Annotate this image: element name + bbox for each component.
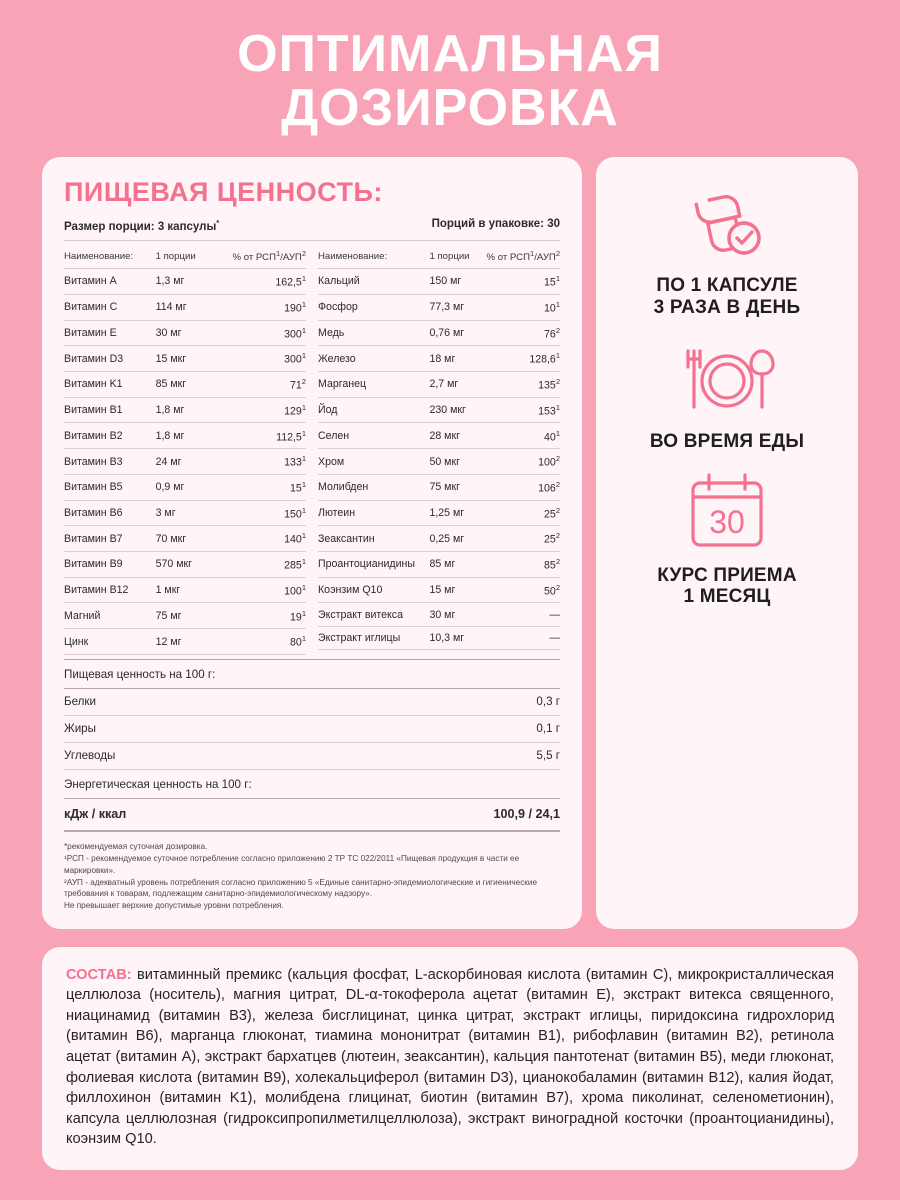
- nutrient-name: Витамин B12: [64, 577, 156, 603]
- table-row: [318, 346, 560, 372]
- nutrient-percent: $133^1$: [209, 449, 306, 475]
- nutrient-amount: 0,76 мг: [429, 320, 475, 346]
- serving-size-mark: *: [216, 218, 220, 228]
- plate-cutlery-icon: [650, 335, 804, 423]
- table-row: [64, 423, 306, 449]
- nutrient-name: Магний: [64, 603, 156, 629]
- nutrient-percent: 162,5$^1$: [209, 269, 306, 295]
- table-row: [318, 526, 560, 552]
- table-row: [318, 474, 560, 500]
- macro-name: Жиры: [64, 715, 404, 742]
- nutrient-name: Витамин D3: [64, 346, 156, 372]
- nutrition-facts-card: [42, 157, 582, 929]
- nutrient-amount: 114 мг: [156, 294, 209, 320]
- usage-block-course: [657, 469, 797, 609]
- macro-value: 5,5 г: [404, 742, 560, 769]
- energy-label: кДж / ккал: [64, 806, 127, 821]
- macro-table: [64, 689, 560, 770]
- nutrient-name: Цинк: [64, 629, 156, 655]
- table-row: [318, 397, 560, 423]
- nutrient-name: Витамин B3: [64, 449, 156, 475]
- nutrient-percent: $85^2$: [476, 552, 560, 578]
- macro-value: 0,1 г: [404, 715, 560, 742]
- nutrient-amount: 18 мг: [429, 346, 475, 372]
- nutrient-amount: 0,9 мг: [156, 474, 209, 500]
- table-row: [64, 320, 306, 346]
- nutrient-column-right: [318, 243, 560, 655]
- nutrient-name: Витамин B5: [64, 474, 156, 500]
- nutrient-amount: 12 мг: [156, 629, 209, 655]
- nutrient-percent: $25^2$: [476, 500, 560, 526]
- footnote: ¹РСП - рекомендуемое суточное потребление согласно приложению 2 ТР ТС 022/2011 «Пищевая продукция в части ее маркировки».: [64, 854, 520, 875]
- capsule-check-icon: [654, 179, 801, 267]
- composition-body: витаминный премикс (кальция фосфат, L-аскорбиновая кислота (витамин C), микрокристаллическая целлюлоза (носитель), магния цитрат, DL-α-токоферола ацетат (витамин E), экстракт витекса священного, ниацинамид (витамин B3), железа бисглицинат, цинка цитрат, экстракт иглицы, пиридоксина гидрохлорид (витамин B6), марганца глюконат, тиамина мононитрат (витамин B1), рибофлавин (витамин B2), ретинола ацетат (витамин A), экстракт бархатцев (лютеин, зеаксантин), кальция пантотенат (витамин B5), меди глюконат, фолиевая кислота (витамин B9), холекальциферол (витамин D3), цианокобаламин (витамин B12), калия йодат, филлохинон (витамин K1), молибдена глицинат, биотин (витамин B7), хрома пиколинат, селенометионин), капсула целлюлозная (гидроксипропилметилцеллюлоза), экстракт виноградной косточки (проантоцианидины), коэнзим Q10.: [66, 966, 834, 1148]
- composition-card: [42, 947, 858, 1170]
- nutrient-percent: $15^1$: [476, 269, 560, 295]
- nutrient-name: Хром: [318, 449, 429, 475]
- nutrient-amount: 1,8 мг: [156, 397, 209, 423]
- table-row: [64, 371, 306, 397]
- nutrient-percent: $100^2$: [476, 449, 560, 475]
- footnote: *рекомендуемая суточная дозировка.: [64, 841, 208, 851]
- table-row: [64, 742, 560, 769]
- nutrition-title: ПИЩЕВАЯ ЦЕННОСТЬ:: [64, 177, 383, 208]
- macro-name: Углеводы: [64, 742, 404, 769]
- servings-per-pack: Порций в упаковке: 30: [431, 218, 560, 231]
- energy-value: 100,9 / 24,1: [493, 806, 560, 821]
- nutrient-name: Проантоцианидины: [318, 552, 429, 578]
- table-row: [318, 269, 560, 295]
- headline-line-2: ДОЗИРОВКА: [281, 78, 619, 137]
- table-row: [318, 371, 560, 397]
- nutrient-name: Кальций: [318, 269, 429, 295]
- nutrient-amount: 3 мг: [156, 500, 209, 526]
- table-row: [64, 577, 306, 603]
- table-row: [318, 423, 560, 449]
- header-percent: % от РСП$^1$/АУП$^2$: [476, 243, 560, 269]
- nutrient-name: Витамин E: [64, 320, 156, 346]
- macro-section-title: Пищевая ценность на 100 г:: [64, 659, 560, 689]
- nutrient-name: Витамин K1: [64, 371, 156, 397]
- nutrient-name: Витамин B6: [64, 500, 156, 526]
- nutrient-percent: $300^1$: [209, 320, 306, 346]
- nutrient-percent: $100^1$: [209, 577, 306, 603]
- table-row: [318, 552, 560, 578]
- usage-caption-meal: ВО ВРЕМЯ ЕДЫ: [649, 430, 805, 452]
- nutrient-percent: $25^2$: [476, 526, 560, 552]
- nutrient-columns: [64, 243, 560, 655]
- header-amount: 1 порции: [156, 243, 209, 269]
- table-header-row: [318, 243, 560, 269]
- macro-value: 0,3 г: [404, 689, 560, 716]
- table-row: [318, 449, 560, 475]
- nutrient-amount: 1 мкг: [156, 577, 209, 603]
- nutrient-amount: 1,3 мг: [156, 269, 209, 295]
- table-row: [318, 577, 560, 603]
- header-amount: 1 порции: [429, 243, 475, 269]
- table-row: [64, 294, 306, 320]
- nutrient-percent: $15^1$: [209, 474, 306, 500]
- nutrient-amount: 75 мг: [156, 603, 209, 629]
- nutrient-name: Витамин A: [64, 269, 156, 295]
- nutrient-amount: 10,3 мг: [429, 626, 475, 649]
- nutrient-name: Экстракт витекса: [318, 603, 429, 626]
- nutrient-percent: —: [476, 626, 560, 649]
- nutrient-name: Витамин B1: [64, 397, 156, 423]
- table-row: [64, 474, 306, 500]
- nutrient-amount: 24 мг: [156, 449, 209, 475]
- main-content: [0, 135, 900, 929]
- nutrient-percent: $190^1$: [209, 294, 306, 320]
- table-row: [318, 500, 560, 526]
- nutrient-amount: 0,25 мг: [429, 526, 475, 552]
- nutrient-name: Витамин C: [64, 294, 156, 320]
- calendar-30-icon: [657, 469, 797, 557]
- nutrient-amount: 1,8 мг: [156, 423, 209, 449]
- nutrient-percent: $150^1$: [209, 500, 306, 526]
- table-row: [64, 603, 306, 629]
- nutrient-amount: 75 мкг: [429, 474, 475, 500]
- table-row: [318, 320, 560, 346]
- footnotes: [64, 841, 560, 912]
- composition-label: СОСТАВ:: [66, 966, 132, 983]
- nutrient-name: Зеаксантин: [318, 526, 429, 552]
- nutrient-name: Фосфор: [318, 294, 429, 320]
- macro-name: Белки: [64, 689, 404, 716]
- nutrient-percent: 128,6$^1$: [476, 346, 560, 372]
- header-percent: % от РСП$^1$/АУП$^2$: [209, 243, 306, 269]
- table-row: [64, 552, 306, 578]
- table-row: [318, 603, 560, 626]
- nutrient-percent: $285^1$: [209, 552, 306, 578]
- table-row: [64, 500, 306, 526]
- nutrient-name: Витамин B2: [64, 423, 156, 449]
- nutrient-amount: 150 мг: [429, 269, 475, 295]
- nutrient-amount: 15 мкг: [156, 346, 209, 372]
- nutrient-column-left: [64, 243, 306, 655]
- nutrient-amount: 570 мкг: [156, 552, 209, 578]
- nutrient-percent: $106^2$: [476, 474, 560, 500]
- nutrient-percent: $50^2$: [476, 577, 560, 603]
- nutrient-percent: $80^1$: [209, 629, 306, 655]
- nutrient-percent: $129^1$: [209, 397, 306, 423]
- energy-row: [64, 799, 560, 832]
- nutrient-amount: 1,25 мг: [429, 500, 475, 526]
- table-row: [318, 294, 560, 320]
- table-row: [64, 526, 306, 552]
- nutrient-amount: 30 мг: [429, 603, 475, 626]
- table-row: [64, 689, 560, 716]
- nutrient-amount: 85 мкг: [156, 371, 209, 397]
- table-row: [64, 449, 306, 475]
- table-row: [64, 346, 306, 372]
- usage-caption-course: КУРС ПРИЕМА 1 МЕСЯЦ: [657, 564, 797, 608]
- nutrient-name: Железо: [318, 346, 429, 372]
- nutrient-percent: $19^1$: [209, 603, 306, 629]
- composition-text: [66, 965, 834, 1150]
- portion-row: [64, 218, 560, 241]
- nutrient-percent: $153^1$: [476, 397, 560, 423]
- nutrient-amount: 77,3 мг: [429, 294, 475, 320]
- usage-block-meal: [650, 335, 804, 453]
- nutrient-percent: $40^1$: [476, 423, 560, 449]
- usage-instructions-card: [596, 157, 858, 929]
- header-name: Наименование:: [64, 243, 156, 269]
- nutrient-name: Медь: [318, 320, 429, 346]
- nutrient-amount: 50 мкг: [429, 449, 475, 475]
- nutrient-amount: 30 мг: [156, 320, 209, 346]
- table-row: [64, 269, 306, 295]
- nutrient-name: Йод: [318, 397, 429, 423]
- nutrient-amount: 15 мг: [429, 577, 475, 603]
- headline-line-1: ОПТИМАЛЬНАЯ: [237, 25, 663, 83]
- nutrient-percent: $71^2$: [209, 371, 306, 397]
- nutrient-percent: $140^1$: [209, 526, 306, 552]
- nutrient-amount: 2,7 мг: [429, 371, 475, 397]
- nutrient-amount: 85 мг: [429, 552, 475, 578]
- nutrient-amount: 70 мкг: [156, 526, 209, 552]
- nutrient-percent: 112,5$^1$: [209, 423, 306, 449]
- table-row: [64, 397, 306, 423]
- nutrient-name: Молибден: [318, 474, 429, 500]
- nutrient-percent: $135^2$: [476, 371, 560, 397]
- table-row: [64, 629, 306, 655]
- nutrient-name: Витамин B7: [64, 526, 156, 552]
- nutrient-amount: 28 мкг: [429, 423, 475, 449]
- page-title: [0, 0, 900, 135]
- nutrient-name: Коэнзим Q10: [318, 577, 429, 603]
- nutrient-amount: 230 мкг: [429, 397, 475, 423]
- footnote: ²АУП - адекватный уровень потребления согласно приложению 5 «Единые санитарно-эпидемиологические и гигиенические требования к товарам, подлежащим санитарно-эпидемиологическому надзору».: [64, 877, 537, 899]
- nutrient-percent: $10^1$: [476, 294, 560, 320]
- nutrient-percent: —: [476, 603, 560, 626]
- usage-block-dosage: [654, 179, 801, 319]
- nutrient-name: Лютеин: [318, 500, 429, 526]
- nutrient-name: Селен: [318, 423, 429, 449]
- nutrient-percent: $76^2$: [476, 320, 560, 346]
- nutrient-name: Марганец: [318, 371, 429, 397]
- header-name: Наименование:: [318, 243, 429, 269]
- nutrient-name: Витамин B9: [64, 552, 156, 578]
- footnote: Не превышает верхние допустимые уровни потребления.: [64, 901, 284, 911]
- table-row: [318, 626, 560, 649]
- nutrient-name: Экстракт иглицы: [318, 626, 429, 649]
- usage-caption-dosage: ПО 1 КАПСУЛЕ 3 РАЗА В ДЕНЬ: [653, 275, 801, 318]
- energy-section-title: Энергетическая ценность на 100 г:: [64, 770, 560, 799]
- nutrient-percent: $300^1$: [209, 346, 306, 372]
- svg-text:30: 30: [709, 503, 745, 540]
- serving-size: Размер порции: 3 капсулы*: [64, 218, 220, 233]
- table-row: [64, 715, 560, 742]
- table-header-row: [64, 243, 306, 269]
